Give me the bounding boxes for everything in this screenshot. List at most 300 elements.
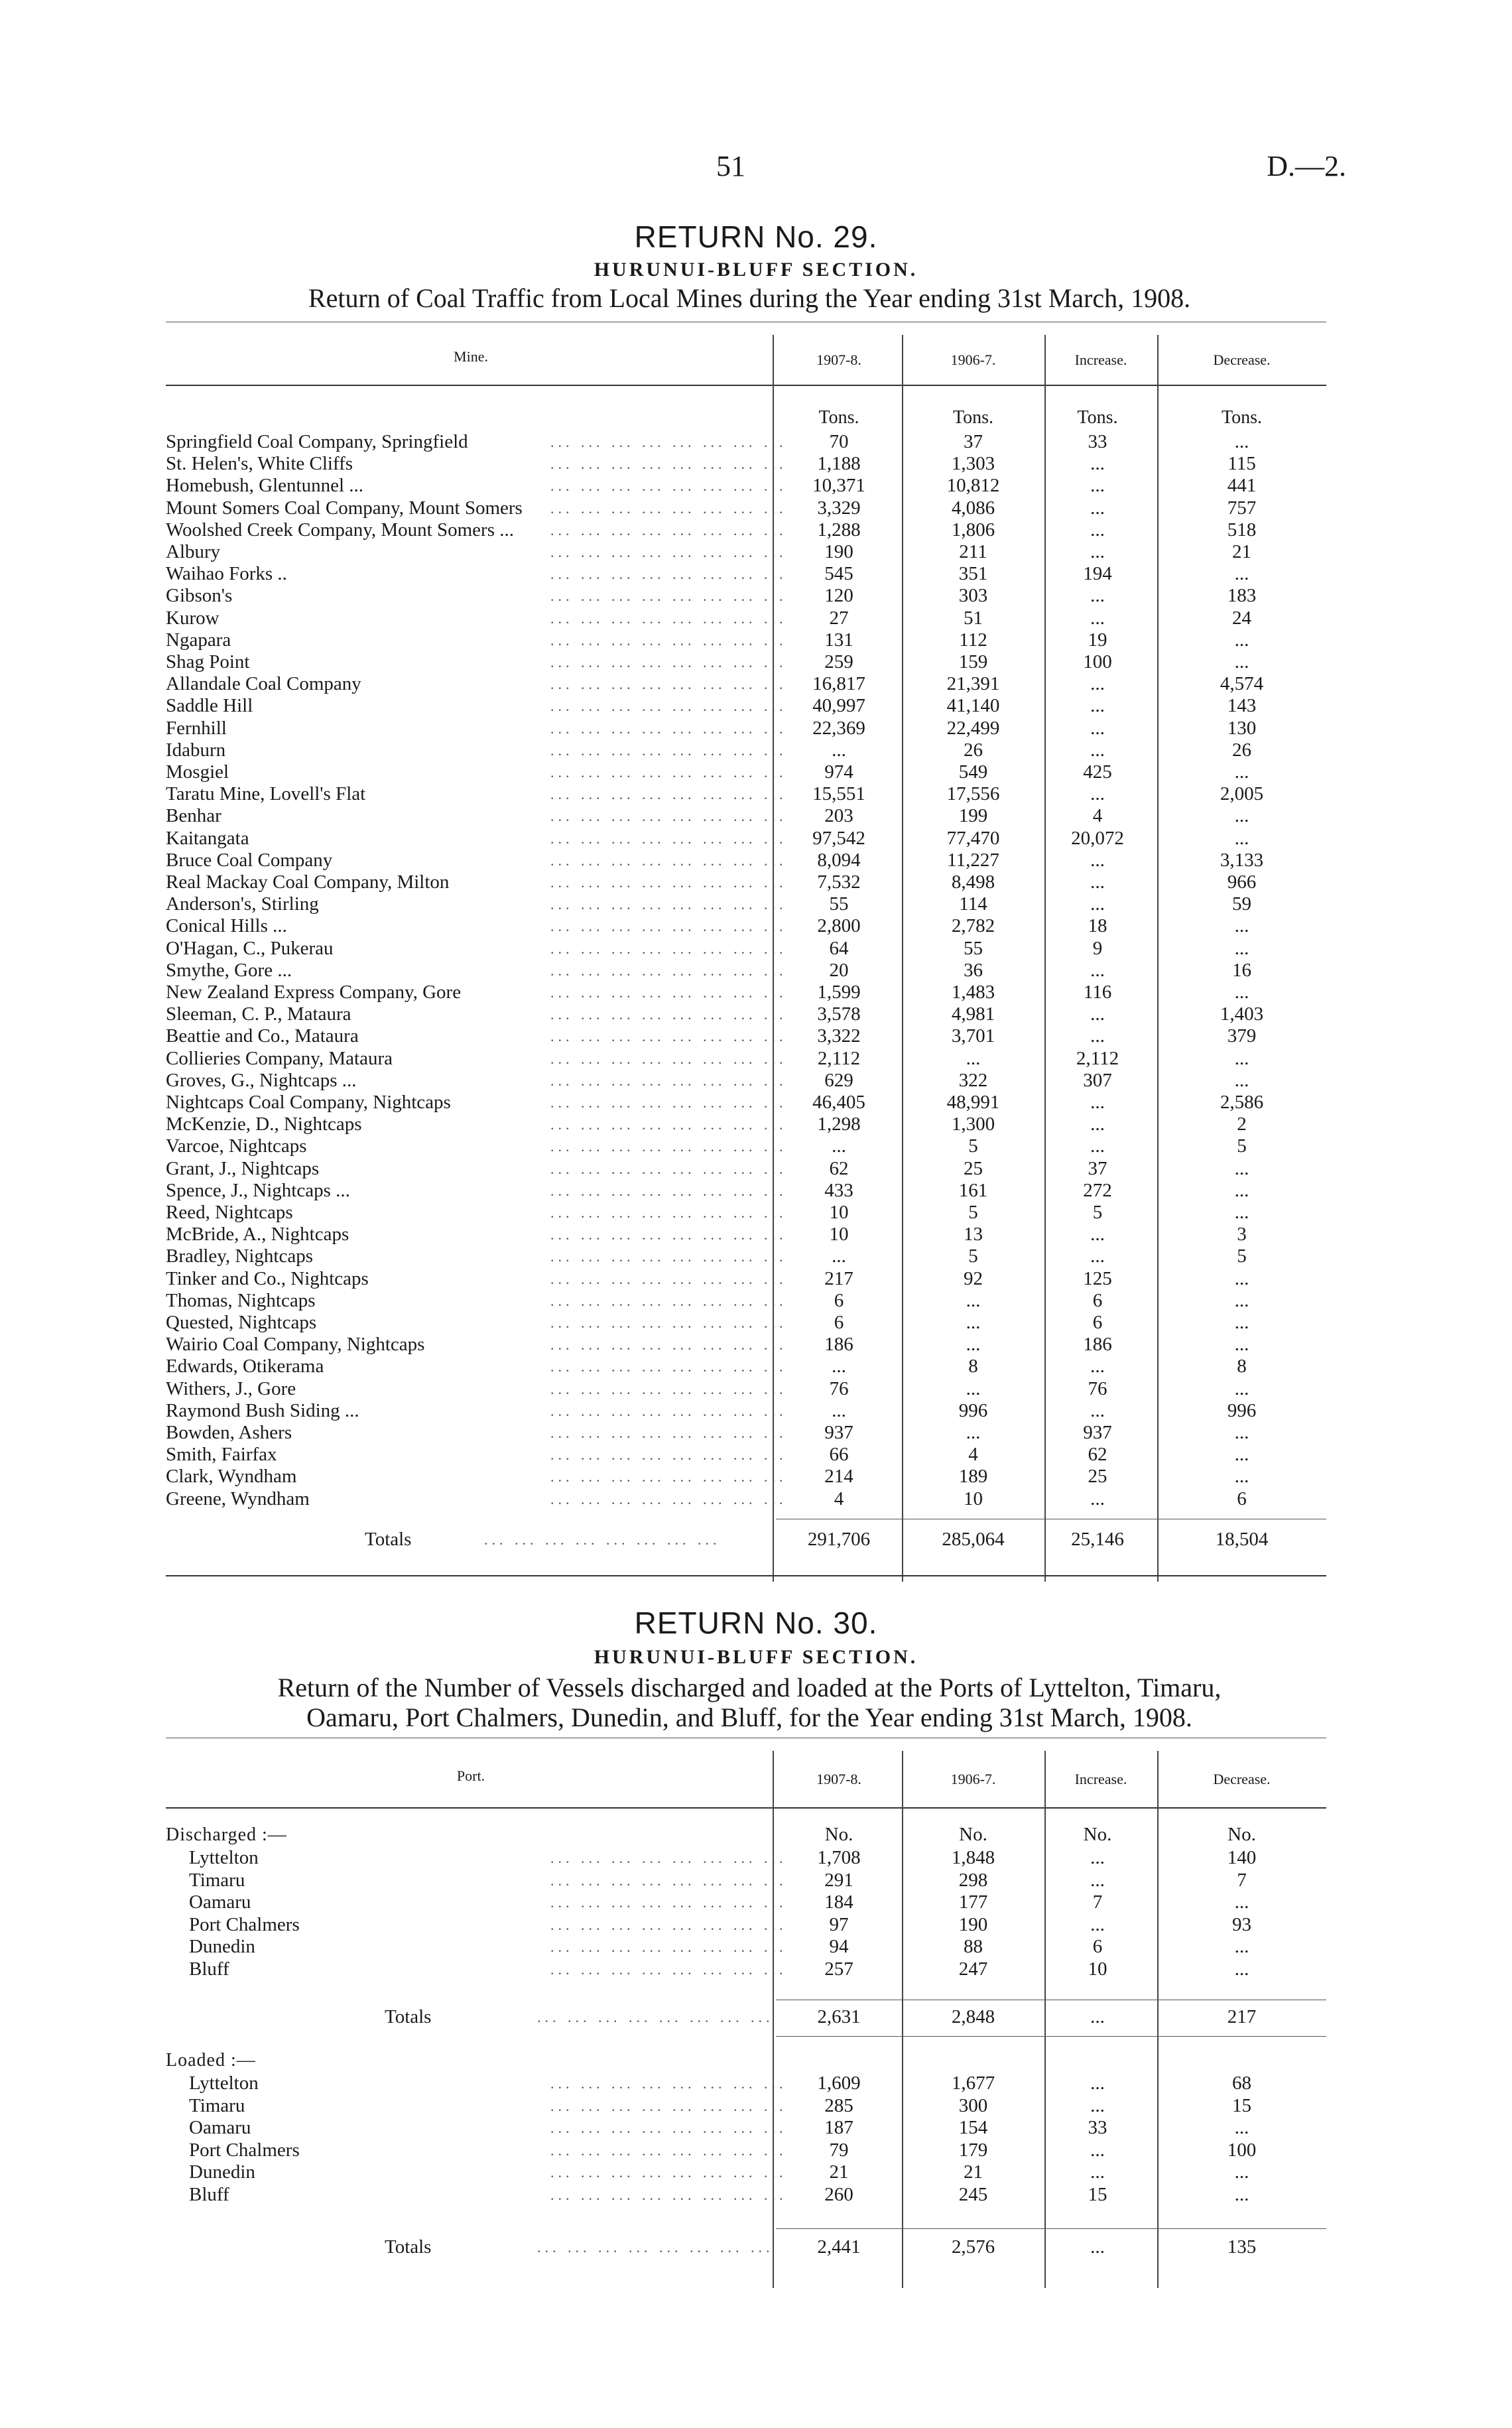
- table-row: [166, 1422, 1326, 1444]
- table-row: [166, 629, 1326, 651]
- value-increase: ...: [1090, 1246, 1105, 1267]
- leader-dots: ... ... ... ... ... ... ... ...: [550, 1960, 787, 1978]
- value-decrease: ...: [1234, 1891, 1249, 1913]
- leader-dots: ... ... ... ... ... ... ... ...: [550, 1336, 787, 1354]
- leader-dots: ... ... ... ... ... ... ... ...: [550, 676, 787, 693]
- row-label: Grant, J., Nightcaps: [166, 1157, 320, 1179]
- row-label: Mount Somers Coal Company, Mount Somers: [166, 497, 523, 519]
- value-1906-7: 351: [958, 563, 988, 585]
- row-label: Sleeman, C. P., Mataura: [166, 1003, 351, 1025]
- value-1906-7: 2,782: [951, 915, 995, 937]
- row-label: Bluff: [189, 2183, 229, 2205]
- leader-dots: ... ... ... ... ... ... ... ...: [550, 1094, 787, 1111]
- value-1906-7: 114: [959, 893, 987, 915]
- leader-dots: ... ... ... ... ... ... ... ...: [550, 1270, 787, 1287]
- value-increase: ...: [1090, 2139, 1105, 2161]
- value-1906-7: ...: [966, 1377, 981, 1399]
- discharged-header-row: [166, 1824, 1326, 1846]
- row-label: Bradley, Nightcaps: [166, 1246, 314, 1267]
- table-row: [166, 1914, 1326, 1936]
- value-1907-8: 629: [824, 1069, 853, 1091]
- value-1907-8: 203: [824, 805, 853, 827]
- value-increase: ...: [1090, 1869, 1105, 1891]
- unit-decrease: No.: [1228, 1824, 1256, 1845]
- column-header-port: Port.: [456, 1767, 485, 1784]
- value-1906-7: 245: [958, 2183, 988, 2205]
- value-decrease: ...: [1234, 1202, 1249, 1223]
- return-30-description-line1: Return of the Number of Vessels discharged and loaded at the Ports of Lyttelton, Timaru,: [277, 1673, 1222, 1702]
- value-1907-8: 1,288: [817, 519, 861, 541]
- value-increase: ...: [1090, 519, 1105, 541]
- value-1907-8: 15,551: [812, 783, 865, 805]
- value-decrease: 757: [1227, 497, 1257, 519]
- value-increase: ...: [1090, 739, 1105, 761]
- value-increase: ...: [1090, 1356, 1105, 1377]
- value-increase: ...: [1090, 475, 1105, 497]
- value-1906-7: 322: [958, 1069, 988, 1091]
- leader-dots: ... ... ... ... ... ... ... ...: [550, 1425, 787, 1441]
- row-label: Nightcaps Coal Company, Nightcaps: [166, 1092, 451, 1113]
- units-row: [166, 407, 1326, 428]
- value-decrease: ...: [1234, 1936, 1249, 1957]
- value-1907-8: 62: [829, 1157, 849, 1179]
- value-decrease: ...: [1234, 1312, 1249, 1333]
- value-1906-7: ...: [966, 1289, 981, 1311]
- row-label: Thomas, Nightcaps: [166, 1289, 316, 1311]
- value-increase: 25: [1088, 1466, 1107, 1488]
- table-row: [166, 960, 1326, 982]
- value-1907-8: 70: [829, 431, 849, 452]
- row-label: Kurow: [166, 607, 220, 629]
- value-increase: ...: [1090, 1092, 1105, 1113]
- leader-dots: ... ... ... ... ... ... ... ...: [550, 654, 787, 671]
- return-29-section: HURUNUI-BLUFF SECTION.: [594, 259, 918, 281]
- table-row: [166, 1114, 1326, 1135]
- total-increase: ...: [1090, 2006, 1105, 2027]
- value-1906-7: 37: [964, 431, 983, 452]
- value-increase: 307: [1083, 1069, 1112, 1091]
- value-decrease: 996: [1227, 1399, 1257, 1421]
- row-label: Dunedin: [189, 2161, 255, 2183]
- column-header-increase: Increase.: [1074, 351, 1127, 368]
- leader-dots: ... ... ... ... ... ... ... ...: [550, 698, 787, 715]
- table-row: [166, 695, 1326, 717]
- value-1907-8: 1,599: [817, 982, 861, 1003]
- value-1906-7: 159: [958, 651, 988, 672]
- unit-1906-7: Tons.: [952, 407, 994, 428]
- leader-dots: ... ... ... ... ... ... ... ...: [550, 609, 787, 627]
- value-decrease: 4,574: [1220, 673, 1264, 695]
- value-1907-8: 937: [824, 1422, 853, 1443]
- totals-label: Totals: [385, 2236, 432, 2258]
- value-1907-8: 66: [829, 1444, 849, 1466]
- row-label: Smith, Fairfax: [166, 1444, 277, 1466]
- table-row: [166, 2140, 1326, 2161]
- value-decrease: 59: [1232, 893, 1251, 915]
- row-label: Quested, Nightcaps: [166, 1312, 317, 1333]
- row-label: Collieries Company, Mataura: [166, 1047, 393, 1069]
- value-increase: 6: [1092, 1936, 1103, 1957]
- value-decrease: ...: [1234, 2161, 1249, 2183]
- value-1907-8: 10,371: [812, 475, 865, 497]
- table-row: [166, 1025, 1326, 1047]
- leader-dots: ... ... ... ... ... ... ... ...: [550, 1050, 787, 1067]
- value-1907-8: 3,322: [817, 1025, 861, 1047]
- return-30-section: HURUNUI-BLUFF SECTION.: [594, 1646, 918, 1668]
- value-increase: ...: [1090, 695, 1105, 717]
- value-decrease: 26: [1232, 739, 1251, 761]
- value-increase: 19: [1088, 629, 1107, 651]
- row-label: Dunedin: [189, 1936, 255, 1957]
- value-1907-8: 21: [829, 2161, 849, 2183]
- row-label: Timaru: [189, 2094, 245, 2116]
- leader-dots: ... ... ... ... ... ... ... ...: [550, 456, 787, 473]
- leader-dots: ... ... ... ... ... ... ... ...: [550, 1182, 787, 1199]
- value-decrease: 2,586: [1220, 1092, 1264, 1113]
- value-1907-8: 94: [829, 1936, 849, 1957]
- leader-dots: ... ... ... ... ... ... ... ...: [550, 1292, 787, 1309]
- column-header-1906-7: 1906-7.: [950, 1771, 996, 1787]
- leader-dots: ... ... ... ... ... ... ... ...: [550, 1850, 787, 1866]
- value-decrease: 130: [1227, 717, 1257, 739]
- leader-dots: ... ... ... ... ... ... ... ...: [537, 2239, 774, 2256]
- value-decrease: 2,005: [1220, 783, 1264, 805]
- value-1907-8: 190: [824, 541, 853, 562]
- leader-dots: ... ... ... ... ... ... ... ...: [550, 2075, 787, 2092]
- value-1906-7: 154: [958, 2117, 988, 2138]
- value-1907-8: 186: [824, 1334, 853, 1356]
- total-1906-7: 285,064: [942, 1529, 1005, 1550]
- row-label: Gibson's: [166, 585, 233, 607]
- value-increase: ...: [1090, 1913, 1105, 1935]
- value-decrease: 441: [1227, 475, 1257, 497]
- leader-dots: ... ... ... ... ... ... ... ...: [550, 521, 787, 539]
- value-increase: 4: [1092, 805, 1103, 827]
- row-label: Oamaru: [189, 1891, 251, 1913]
- row-label: Lyttelton: [189, 1847, 259, 1868]
- table-row: [166, 739, 1326, 761]
- value-1906-7: 10,812: [946, 475, 1000, 497]
- value-decrease: 8: [1237, 1356, 1247, 1377]
- return-29-description: Return of Coal Traffic from Local Mines during the Year ending 31st March, 1908.: [308, 283, 1191, 313]
- value-1906-7: 92: [964, 1267, 983, 1289]
- value-decrease: 379: [1227, 1025, 1257, 1047]
- table-row: [166, 563, 1326, 585]
- value-1907-8: 291: [824, 1869, 853, 1891]
- leader-dots: ... ... ... ... ... ... ... ...: [550, 1402, 787, 1419]
- table-row: [166, 2073, 1326, 2094]
- value-decrease: 93: [1232, 1913, 1251, 1935]
- row-label: Groves, G., Nightcaps ...: [166, 1069, 357, 1091]
- value-1906-7: 5: [968, 1202, 978, 1223]
- row-label: Bruce Coal Company: [166, 849, 333, 871]
- table-row: [166, 1488, 1326, 1510]
- value-1906-7: 88: [964, 1936, 983, 1957]
- value-1907-8: ...: [832, 1356, 846, 1377]
- unit-increase: No.: [1083, 1824, 1112, 1845]
- value-1907-8: 1,708: [817, 1847, 861, 1868]
- totals-row: [166, 1529, 1326, 1551]
- table-row: [166, 938, 1326, 960]
- column-header-increase: Increase.: [1074, 1771, 1127, 1787]
- return-30-description-line2: Oamaru, Port Chalmers, Dunedin, and Bluff, for the Year ending 31st March, 1908.: [306, 1702, 1192, 1732]
- value-1907-8: 285: [824, 2094, 853, 2116]
- value-decrease: ...: [1234, 982, 1249, 1003]
- row-label: Benhar: [166, 805, 221, 827]
- row-label: Anderson's, Stirling: [166, 893, 319, 915]
- leader-dots: ... ... ... ... ... ... ... ...: [550, 2097, 787, 2114]
- value-1906-7: 549: [958, 761, 988, 783]
- table-row: [166, 1003, 1326, 1025]
- value-1907-8: 120: [824, 585, 853, 607]
- row-label: Saddle Hill: [166, 695, 253, 717]
- loaded-totals-row: [166, 2236, 1326, 2258]
- value-increase: 5: [1092, 1202, 1103, 1223]
- row-label: Allandale Coal Company: [166, 673, 361, 695]
- leader-dots: ... ... ... ... ... ... ... ...: [550, 1006, 787, 1023]
- value-1906-7: 26: [964, 739, 983, 761]
- leader-dots: ... ... ... ... ... ... ... ...: [550, 544, 787, 560]
- leader-dots: ... ... ... ... ... ... ... ...: [550, 1138, 787, 1155]
- value-increase: 10: [1088, 1958, 1107, 1980]
- table-row: [166, 1958, 1326, 1980]
- leader-dots: ... ... ... ... ... ... ... ...: [484, 1531, 721, 1548]
- value-increase: 7: [1092, 1891, 1103, 1913]
- leader-dots: ... ... ... ... ... ... ... ...: [550, 2120, 787, 2136]
- value-1906-7: 48,991: [946, 1092, 1000, 1113]
- row-label: Port Chalmers: [189, 2139, 300, 2161]
- value-1907-8: 1,298: [817, 1114, 861, 1135]
- total-1906-7: 2,576: [951, 2236, 995, 2258]
- column-header-mine: Mine.: [454, 348, 488, 365]
- row-label: Real Mackay Coal Company, Milton: [166, 871, 450, 893]
- value-1906-7: 211: [959, 541, 987, 562]
- value-decrease: ...: [1234, 563, 1249, 585]
- value-1906-7: 55: [964, 937, 983, 959]
- return-30-title: RETURN No. 30.: [634, 1606, 878, 1640]
- table-row: [166, 431, 1326, 453]
- table-row: [166, 783, 1326, 805]
- leader-dots: ... ... ... ... ... ... ... ...: [550, 434, 787, 450]
- unit-1907-8: No.: [824, 1824, 853, 1845]
- table-row: [166, 1048, 1326, 1070]
- value-decrease: ...: [1234, 2183, 1249, 2205]
- value-increase: 937: [1083, 1422, 1112, 1443]
- value-increase: ...: [1090, 453, 1105, 475]
- row-label: Mosgiel: [166, 761, 229, 783]
- value-increase: 18: [1088, 915, 1107, 937]
- unit-1907-8: Tons.: [818, 407, 859, 428]
- value-1907-8: 974: [824, 761, 853, 783]
- leader-dots: ... ... ... ... ... ... ... ...: [550, 808, 787, 825]
- value-1906-7: 41,140: [946, 695, 1000, 717]
- value-decrease: 966: [1227, 871, 1257, 893]
- row-label: Springfield Coal Company, Springfield: [166, 431, 468, 452]
- value-decrease: 100: [1227, 2139, 1257, 2161]
- table-row: [166, 1847, 1326, 1869]
- leader-dots: ... ... ... ... ... ... ... ...: [550, 1204, 787, 1221]
- value-1907-8: 10: [829, 1224, 849, 1246]
- coal-traffic-table: [166, 322, 1326, 1582]
- value-1907-8: 40,997: [812, 695, 865, 717]
- value-1907-8: ...: [832, 1399, 846, 1421]
- table-row: [166, 541, 1326, 563]
- value-1907-8: 10: [829, 1202, 849, 1223]
- table-row: [166, 1092, 1326, 1114]
- table-row: [166, 497, 1326, 519]
- unit-decrease: Tons.: [1221, 407, 1263, 428]
- row-label: Kaitangata: [166, 827, 249, 849]
- table-row: [166, 1202, 1326, 1224]
- total-1907-8: 291,706: [807, 1529, 871, 1550]
- value-decrease: 15: [1232, 2094, 1251, 2116]
- table-row: [166, 1268, 1326, 1290]
- value-1906-7: 161: [958, 1179, 988, 1201]
- value-1907-8: 259: [824, 651, 853, 672]
- value-1906-7: 77,470: [946, 827, 1000, 849]
- table-row: [166, 1070, 1326, 1092]
- row-label: Wairio Coal Company, Nightcaps: [166, 1334, 425, 1356]
- total-decrease: 217: [1227, 2006, 1257, 2027]
- value-1906-7: 22,499: [946, 717, 1000, 739]
- leader-dots: ... ... ... ... ... ... ... ...: [550, 874, 787, 891]
- value-1906-7: 190: [958, 1913, 988, 1935]
- total-decrease: 18,504: [1215, 1529, 1269, 1550]
- leader-dots: ... ... ... ... ... ... ... ...: [537, 2009, 774, 2025]
- total-1907-8: 2,441: [817, 2236, 861, 2258]
- row-label: Albury: [166, 541, 221, 562]
- value-decrease: ...: [1234, 805, 1249, 827]
- leader-dots: ... ... ... ... ... ... ... ...: [550, 940, 787, 957]
- value-decrease: ...: [1234, 1157, 1249, 1179]
- value-1907-8: 217: [824, 1267, 853, 1289]
- table-row: [166, 2117, 1326, 2139]
- value-increase: 425: [1083, 761, 1112, 783]
- column-header-1907-8: 1907-8.: [816, 351, 861, 368]
- table-row: [166, 1158, 1326, 1180]
- value-1907-8: 2,112: [817, 1047, 861, 1069]
- value-increase: 33: [1088, 431, 1107, 452]
- value-1906-7: 1,677: [951, 2073, 995, 2094]
- discharged-label: Discharged :—: [166, 1824, 287, 1845]
- leader-dots: ... ... ... ... ... ... ... ...: [550, 1314, 787, 1331]
- row-label: McKenzie, D., Nightcaps: [166, 1114, 362, 1135]
- leader-dots: ... ... ... ... ... ... ... ...: [550, 830, 787, 847]
- row-label: Timaru: [189, 1869, 245, 1891]
- value-decrease: ...: [1234, 1047, 1249, 1069]
- value-1907-8: 7,532: [817, 871, 861, 893]
- value-1907-8: 433: [824, 1179, 853, 1201]
- value-1906-7: 303: [958, 585, 988, 607]
- value-decrease: ...: [1234, 1069, 1249, 1091]
- page-number: 51: [716, 150, 745, 182]
- value-decrease: 3,133: [1220, 849, 1264, 871]
- leader-dots: ... ... ... ... ... ... ... ...: [550, 852, 787, 869]
- value-1907-8: 22,369: [812, 717, 865, 739]
- loaded-header-row: [166, 2049, 1326, 2071]
- value-decrease: 183: [1227, 585, 1257, 607]
- value-decrease: 2: [1237, 1114, 1247, 1135]
- value-decrease: 518: [1227, 519, 1257, 541]
- table-row: [166, 453, 1326, 475]
- table-row: [166, 1180, 1326, 1202]
- row-label: Ngapara: [166, 629, 231, 651]
- value-1907-8: 260: [824, 2183, 853, 2205]
- leader-dots: ... ... ... ... ... ... ... ...: [550, 1490, 787, 1507]
- value-1906-7: ...: [966, 1422, 981, 1443]
- value-1906-7: 51: [964, 607, 983, 629]
- table-row: [166, 1466, 1326, 1488]
- value-decrease: ...: [1234, 651, 1249, 672]
- table-row: [166, 1312, 1326, 1334]
- value-increase: ...: [1090, 1114, 1105, 1135]
- value-increase: 125: [1083, 1267, 1112, 1289]
- leader-dots: ... ... ... ... ... ... ... ...: [550, 1446, 787, 1464]
- value-decrease: ...: [1234, 1444, 1249, 1466]
- leader-dots: ... ... ... ... ... ... ... ...: [550, 1358, 787, 1375]
- value-decrease: ...: [1234, 937, 1249, 959]
- row-label: Conical Hills ...: [166, 915, 287, 937]
- table-row: [166, 1356, 1326, 1377]
- value-increase: 62: [1088, 1444, 1107, 1466]
- value-1906-7: 1,300: [951, 1114, 995, 1135]
- value-1907-8: 64: [829, 937, 849, 959]
- table-row: [166, 475, 1326, 497]
- value-decrease: 1,403: [1220, 1003, 1264, 1025]
- table-row: [166, 673, 1326, 695]
- table-row: [166, 651, 1326, 673]
- table-row: [166, 1870, 1326, 1891]
- value-1906-7: 5: [968, 1246, 978, 1267]
- value-increase: 2,112: [1076, 1047, 1119, 1069]
- total-decrease: 135: [1227, 2236, 1257, 2258]
- value-increase: ...: [1090, 1025, 1105, 1047]
- value-decrease: 140: [1227, 1847, 1257, 1868]
- row-label: Smythe, Gore ...: [166, 959, 292, 981]
- leader-dots: ... ... ... ... ... ... ... ...: [550, 588, 787, 605]
- value-1907-8: 257: [824, 1958, 853, 1980]
- value-1906-7: 189: [958, 1466, 988, 1488]
- table-row: [166, 1400, 1326, 1422]
- value-decrease: 21: [1232, 541, 1251, 562]
- row-label: Clark, Wyndham: [166, 1466, 297, 1488]
- value-increase: 37: [1088, 1157, 1107, 1179]
- row-label: Lyttelton: [189, 2073, 259, 2094]
- value-increase: ...: [1090, 1488, 1105, 1509]
- value-increase: ...: [1090, 1135, 1105, 1157]
- value-decrease: 24: [1232, 607, 1251, 629]
- value-1906-7: 996: [958, 1399, 988, 1421]
- value-1906-7: 1,303: [951, 453, 995, 475]
- value-increase: ...: [1090, 497, 1105, 519]
- value-increase: ...: [1090, 717, 1105, 739]
- leader-dots: ... ... ... ... ... ... ... ...: [550, 962, 787, 979]
- table-row: [166, 761, 1326, 783]
- row-label: Waihao Forks ..: [166, 563, 287, 585]
- totals-label: Totals: [385, 2006, 432, 2027]
- value-1907-8: 79: [829, 2139, 849, 2161]
- value-decrease: 7: [1237, 1869, 1247, 1891]
- table-row: [166, 585, 1326, 607]
- leader-dots: ... ... ... ... ... ... ... ...: [550, 631, 787, 649]
- table-row: [166, 519, 1326, 541]
- unit-increase: Tons.: [1077, 407, 1118, 428]
- row-label: Taratu Mine, Lovell's Flat: [166, 783, 366, 805]
- table-row: [166, 850, 1326, 871]
- value-1906-7: 112: [959, 629, 987, 651]
- value-increase: ...: [1090, 2161, 1105, 2183]
- row-label: Fernhill: [166, 717, 227, 739]
